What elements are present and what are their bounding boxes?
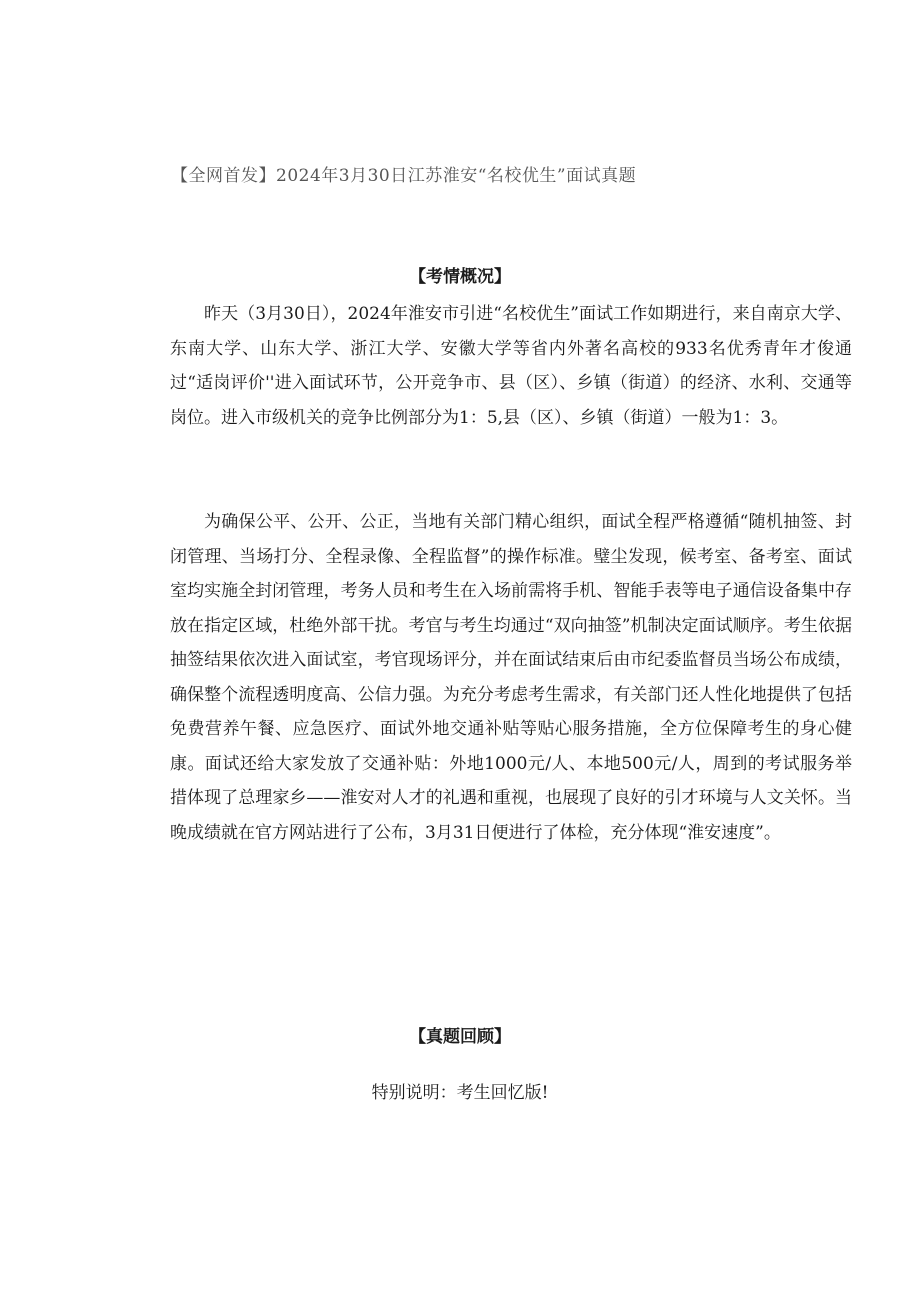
paragraph-exam-overview-2: 为确保公平、公开、公正，当地有关部门精心组织，面试全程严格遵循“随机抽签、封闭管理、当场打分、全程录像、全程监督”的操作标准。璧尘发现，候考室、备考室、面试室均实施全封闭管理，考务人员和考生在入场前需将手机、智能手表等电子通信设备集中存放在指定区域，杜绝外部干扰。考官与考生均通过“双向抽签”机制决定面试顺序。考生依据抽签结果依次进入面试室，考官现场评分，并在面试结束后由市纪委监督员当场公布成绩，确保整个流程透明度高、公信力强。为充分考虑考生需求，有关部门还人性化地提供了包括免费营养午餐、应急医疗、面试外地交通补贴等贴心服务措施，全方位保障考生的身心健康。面试还给大家发放了交通补贴：外地1000元/人、本地500元/人，周到的考试服务举措体现了总理家乡——淮安对人才的礼遇和重视，也展现了良好的引才环境与人文关怀。当晚成绩就在官方网站进行了公布，3月31日便进行了体检，充分体现“淮安速度”。 [170, 512, 852, 843]
section-heading-question-review: 【真题回顾】 [409, 1027, 511, 1047]
special-note: 特别说明：考生回忆版! [371, 1083, 549, 1103]
section-heading-exam-overview: 【考情概况】 [409, 267, 511, 287]
paragraph-exam-overview-1: 昨天（3月30日），2024年淮安市引进“名校优生”面试工作如期进行，来自南京大学、东南大学、山东大学、浙江大学、安徽大学等省内外著名高校的933名优秀青年才俊通过“适岗评价''进入面试环节，公开竞争市、县（区）、乡镇（街道）的经济、水利、交通等岗位。进入市级机关的竞争比例部分为1：5,县（区）、乡镇（街道）一般为1：3。 [170, 304, 852, 428]
document-title: 【全网首发】2024年3月30日江苏淮安“名校优生”面试真题 [171, 166, 637, 186]
